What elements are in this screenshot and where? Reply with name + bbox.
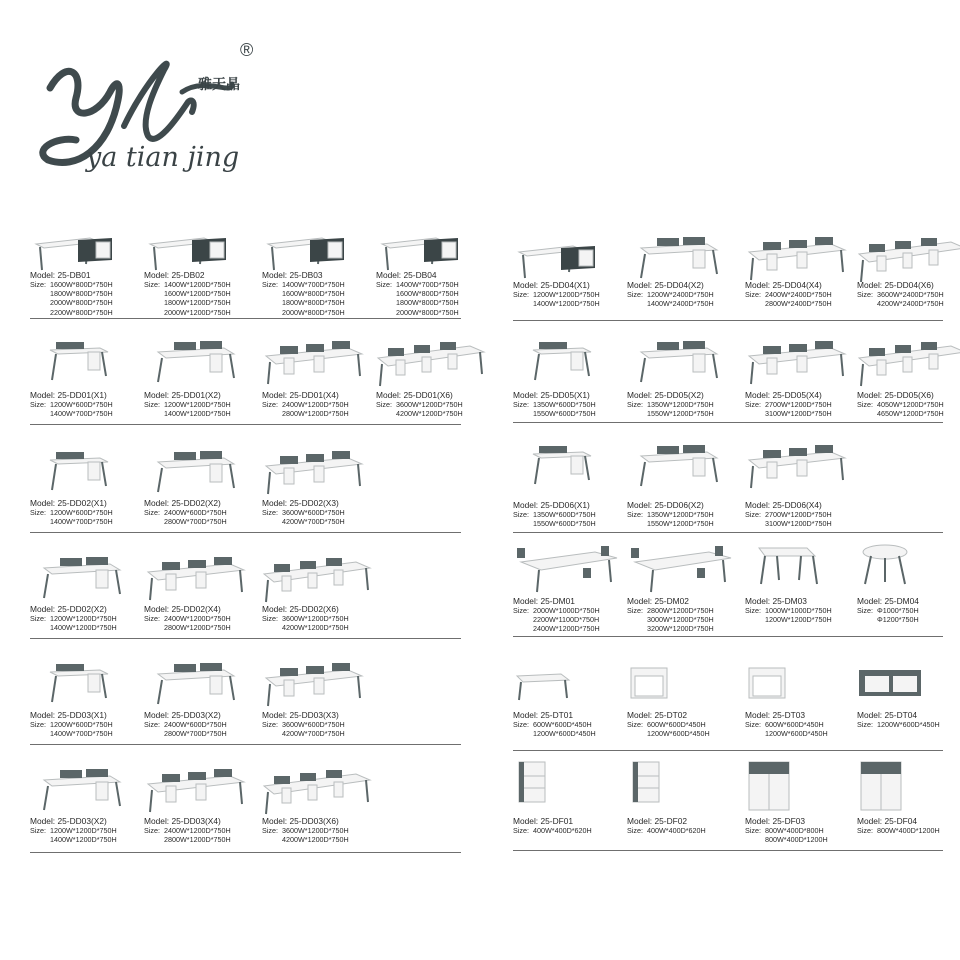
model-value: 25-DD01(X1) [57,390,107,400]
model-number [857,816,940,826]
pedestal-icon [513,760,623,820]
size-spec: Size: 2400W*600D*750H [144,720,227,729]
size-spec: 2200W*800D*750H [50,307,113,317]
model-label: Model: [262,816,288,826]
model-number [513,280,600,290]
workstation-4-icon [262,338,372,398]
workstation-2-icon [627,338,737,398]
model-number [144,604,231,614]
size-spec: Size: 2700W*1200D*750H [745,510,832,519]
model-value: 25-DT04 [884,710,918,720]
brand-logo [36,40,266,180]
product-section [513,540,943,637]
round-table-icon [857,540,960,600]
model-label: Model: [745,280,771,290]
workstation-1-icon [513,442,623,502]
meeting-table-icon [513,540,623,600]
registered-mark: ® [240,40,254,60]
model-number [745,500,832,510]
size-spec: 3100W*1200D*750H [765,519,832,529]
size-spec: Size: 600W*600D*450H [627,720,706,729]
size-spec: Size: 2000W*1000D*750H [513,606,600,615]
size-spec: Size: 1350W*600D*750H [513,510,596,519]
size-spec: Size: 1200W*1200D*750H [144,400,231,409]
product-section [513,234,943,321]
model-number [513,390,596,400]
size-spec: 1400W*1200D*750H [164,409,231,419]
size-spec: 2000W*800D*750H [396,307,459,317]
size-spec: Size: 600W*600D*450H [513,720,592,729]
model-number [857,390,944,400]
size-spec: 1600W*800D*750H [282,289,345,299]
model-number [513,596,600,606]
size-spec: 800W*400D*1200H [765,835,828,845]
model-number [262,710,345,720]
size-spec: Size: 1200W*600D*750H [30,400,113,409]
size-spec: 4200W*700D*750H [282,517,345,527]
size-spec: 2800W*1200D*750H [282,409,349,419]
model-label: Model: [30,710,56,720]
size-spec: Size: 600W*600D*450H [745,720,824,729]
model-value: 25-DT03 [772,710,806,720]
product-section [513,338,943,423]
model-label: Model: [627,390,653,400]
size-spec: 2200W*1100D*750H [533,615,600,625]
model-value: 25-DD04(X4) [772,280,822,290]
model-label: Model: [745,710,771,720]
product-section [30,448,461,533]
product-section [513,664,943,751]
size-spec: Size: 1400W*700D*750H [376,280,459,289]
model-value: 25-DD02(X2) [171,498,221,508]
model-label: Model: [627,816,653,826]
model-value: 25-DD03(X2) [57,816,107,826]
model-number [262,604,349,614]
size-spec: Size: 400W*400D*620H [627,826,706,835]
size-spec: 1200W*600D*450H [647,729,710,739]
model-number [745,596,832,606]
size-spec: 1600W*800D*750H [396,289,459,299]
model-number [30,604,117,614]
model-number [627,816,706,826]
model-label: Model: [745,500,771,510]
model-label: Model: [262,270,288,280]
size-spec: Size: 1200W*1200D*750H [30,826,117,835]
size-spec: 2800W*700D*750H [164,517,227,527]
size-spec: 1200W*600D*450H [765,729,828,739]
model-number [262,270,345,280]
model-label: Model: [262,390,288,400]
model-label: Model: [513,280,539,290]
size-spec: Φ1200*750H [877,615,919,625]
size-spec: 2800W*1200D*750H [164,835,231,845]
size-spec: 1400W*1200D*750H [50,835,117,845]
model-label: Model: [262,498,288,508]
model-number [376,390,463,400]
model-value: 25-DD02(X6) [289,604,339,614]
size-spec: Size: 2400W*1200D*750H [262,400,349,409]
size-spec: 4650W*1200D*750H [877,409,944,419]
model-value: 25-DD06(X1) [540,500,590,510]
size-spec: Size: Φ1000*750H [857,606,919,615]
model-label: Model: [262,710,288,720]
model-number [513,710,596,720]
model-value: 25-DD03(X6) [289,816,339,826]
size-spec: Size: 3600W*600D*750H [262,720,345,729]
size-spec: Size: 3600W*1200D*750H [376,400,463,409]
model-value: 25-DD01(X2) [171,390,221,400]
size-spec: 1400W*700D*750H [50,409,113,419]
workstation-2-icon [627,442,737,502]
model-label: Model: [30,390,56,400]
model-number [627,500,714,510]
size-spec: Size: 2400W*1200D*750H [144,826,231,835]
size-spec: 1400W*1200D*750H [533,299,600,309]
size-spec: Size: 3600W*2400D*750H [857,290,944,299]
size-spec: 1200W*600D*450H [533,729,596,739]
model-number [627,710,710,720]
model-label: Model: [30,604,56,614]
workstation-4-icon [745,442,855,502]
model-label: Model: [513,390,539,400]
model-label: Model: [857,390,883,400]
model-value: 25-DD03(X2) [171,710,221,720]
model-value: 25-DB01 [57,270,91,280]
model-value: 25-DD03(X3) [289,710,339,720]
workstation-6-icon [376,338,486,398]
size-spec: 1800W*800D*750H [282,298,345,308]
model-label: Model: [376,390,402,400]
model-label: Model: [30,816,56,826]
model-value: 25-DD06(X2) [654,500,704,510]
model-value: 25-DF04 [884,816,918,826]
size-spec: 1550W*600D*750H [533,519,596,529]
model-value: 25-DD05(X4) [772,390,822,400]
size-spec: Size: 1200W*600D*750H [30,720,113,729]
model-label: Model: [376,270,402,280]
model-label: Model: [745,390,771,400]
size-spec: 3200W*1200D*750H [647,624,714,634]
size-spec: 1550W*1200D*750H [647,409,714,419]
model-value: 25-DD06(X4) [772,500,822,510]
model-value: 25-DD02(X2) [57,604,107,614]
model-label: Model: [857,280,883,290]
model-label: Model: [30,270,56,280]
model-label: Model: [857,596,883,606]
model-label: Model: [745,816,771,826]
product-section [30,660,461,745]
model-label: Model: [627,596,653,606]
model-value: 25-DM04 [884,596,919,606]
size-spec: 2000W*800D*750H [50,298,113,308]
model-number [144,710,227,720]
brand-chinese-name: 雅天晶 [198,77,240,93]
model-number [30,710,113,720]
product-section [30,338,461,425]
size-spec: 3100W*1200D*750H [765,409,832,419]
model-label: Model: [857,816,883,826]
model-value: 25-DF01 [540,816,574,826]
storage-cabinet-icon [857,760,960,820]
model-label: Model: [513,596,539,606]
size-spec: Size: 1000W*1000D*750H [745,606,832,615]
model-value: 25-DM03 [772,596,807,606]
meeting-table-icon [627,540,737,600]
size-spec: 2000W*1200D*750H [164,307,231,317]
model-value: 25-DM02 [654,596,689,606]
model-number [262,816,349,826]
model-value: 25-DD03(X1) [57,710,107,720]
model-label: Model: [627,710,653,720]
size-spec: 2800W*1200D*750H [164,623,231,633]
size-spec: Size: 1400W*1200D*750H [144,280,231,289]
size-spec: Size: 1350W*1200D*750H [627,400,714,409]
size-spec: 4200W*2400D*750H [877,299,944,309]
model-label: Model: [144,498,170,508]
size-spec: Size: 4050W*1200D*750H [857,400,944,409]
model-number [262,498,345,508]
size-spec: Size: 1200W*1200D*750H [513,290,600,299]
size-spec: 1400W*1200D*750H [50,623,117,633]
model-number [30,816,117,826]
model-label: Model: [627,500,653,510]
size-spec: Size: 2800W*1200D*750H [627,606,714,615]
model-label: Model: [262,604,288,614]
size-spec: Size: 800W*400D*1200H [857,826,940,835]
product-section [513,442,943,533]
model-label: Model: [745,596,771,606]
model-label: Model: [513,710,539,720]
size-spec: 4200W*1200D*750H [396,409,463,419]
model-value: 25-DB03 [289,270,323,280]
model-value: 25-DB02 [171,270,205,280]
model-value: 25-DT02 [654,710,688,720]
size-spec: 1550W*600D*750H [533,409,596,419]
model-number [857,710,940,720]
workstation-4-icon [745,338,855,398]
model-label: Model: [627,280,653,290]
workstation-6-icon [857,338,960,398]
size-spec: 4200W*1200D*750H [282,623,349,633]
size-spec: 2800W*2400D*750H [765,299,832,309]
size-spec: Size: 1600W*800D*750H [30,280,113,289]
square-table-icon [745,540,855,600]
size-spec: Size: 800W*400D*800H [745,826,824,835]
size-spec: 1800W*800D*750H [50,289,113,299]
model-value: 25-DD05(X2) [654,390,704,400]
model-number [144,390,231,400]
size-spec: 1800W*1200D*750H [164,298,231,308]
storage-cabinet-icon [745,760,855,820]
model-value: 25-DF02 [654,816,688,826]
model-label: Model: [144,270,170,280]
size-spec: Size: 2400W*600D*750H [144,508,227,517]
model-number [513,500,596,510]
model-number [745,710,828,720]
model-value: 25-DB04 [403,270,437,280]
model-label: Model: [513,816,539,826]
product-section [30,554,461,639]
size-spec: 1200W*1200D*750H [765,615,832,625]
model-value: 25-DF03 [772,816,806,826]
model-number [745,390,832,400]
model-number [30,390,113,400]
size-spec: 3000W*1200D*750H [647,615,714,625]
model-value: 25-DD04(X1) [540,280,590,290]
pedestal-icon [627,760,737,820]
model-number [144,498,227,508]
size-spec: 2000W*800D*750H [282,307,345,317]
model-label: Model: [30,498,56,508]
model-label: Model: [857,710,883,720]
model-value: 25-DD04(X6) [884,280,934,290]
model-number [627,280,714,290]
model-label: Model: [513,500,539,510]
model-number [627,390,714,400]
model-value: 25-DD01(X6) [403,390,453,400]
workstation-2-icon [144,338,254,398]
model-number [745,816,828,826]
size-spec: Size: 3600W*600D*750H [262,508,345,517]
size-spec: Size: 1200W*2400D*750H [627,290,714,299]
size-spec: Size: 2400W*2400D*750H [745,290,832,299]
model-value: 25-DM01 [540,596,575,606]
model-value: 25-DD02(X4) [171,604,221,614]
model-number [857,280,944,290]
size-spec: Size: 1200W*600D*750H [30,508,113,517]
model-number [144,816,231,826]
size-spec: 1600W*1200D*750H [164,289,231,299]
size-spec: 1400W*700D*750H [50,517,113,527]
model-value: 25-DD04(X2) [654,280,704,290]
size-spec: 1400W*700D*750H [50,729,113,739]
product-section [30,766,461,853]
product-section [30,226,461,319]
size-spec: Size: 2400W*1200D*750H [144,614,231,623]
size-spec: 1550W*1200D*750H [647,519,714,529]
model-number [144,270,231,280]
size-spec: Size: 1400W*700D*750H [262,280,345,289]
size-spec: 4200W*1200D*750H [282,835,349,845]
size-spec: Size: 3600W*1200D*750H [262,614,349,623]
model-value: 25-DD01(X4) [289,390,339,400]
model-label: Model: [144,604,170,614]
brand-english-name: ya tian jing [86,142,240,173]
model-number [513,816,592,826]
model-label: Model: [144,710,170,720]
workstation-1-icon [513,338,623,398]
model-value: 25-DD03(X4) [171,816,221,826]
size-spec: 4200W*700D*750H [282,729,345,739]
size-spec: 2800W*700D*750H [164,729,227,739]
size-spec: Size: 1350W*600D*750H [513,400,596,409]
model-number [745,280,832,290]
workstation-1-icon [30,338,140,398]
size-spec: 1400W*2400D*750H [647,299,714,309]
size-spec: Size: 400W*400D*620H [513,826,592,835]
model-value: 25-DD02(X3) [289,498,339,508]
model-number [376,270,459,280]
size-spec: Size: 1200W*1200D*750H [30,614,117,623]
model-number [30,270,113,280]
size-spec: Size: 3600W*1200D*750H [262,826,349,835]
model-value: 25-DD05(X1) [540,390,590,400]
size-spec: Size: 1200W*600D*450H [857,720,940,729]
size-spec: 1800W*800D*750H [396,298,459,308]
size-spec: Size: 1350W*1200D*750H [627,510,714,519]
model-number [262,390,349,400]
model-label: Model: [144,390,170,400]
model-label: Model: [144,816,170,826]
model-number [30,498,113,508]
model-value: 25-DD02(X1) [57,498,107,508]
size-spec: 2400W*1200D*750H [533,624,600,634]
product-section [513,760,943,851]
model-value: 25-DD05(X6) [884,390,934,400]
size-spec: Size: 2700W*1200D*750H [745,400,832,409]
model-number [627,596,714,606]
model-value: 25-DT01 [540,710,574,720]
model-number [857,596,919,606]
